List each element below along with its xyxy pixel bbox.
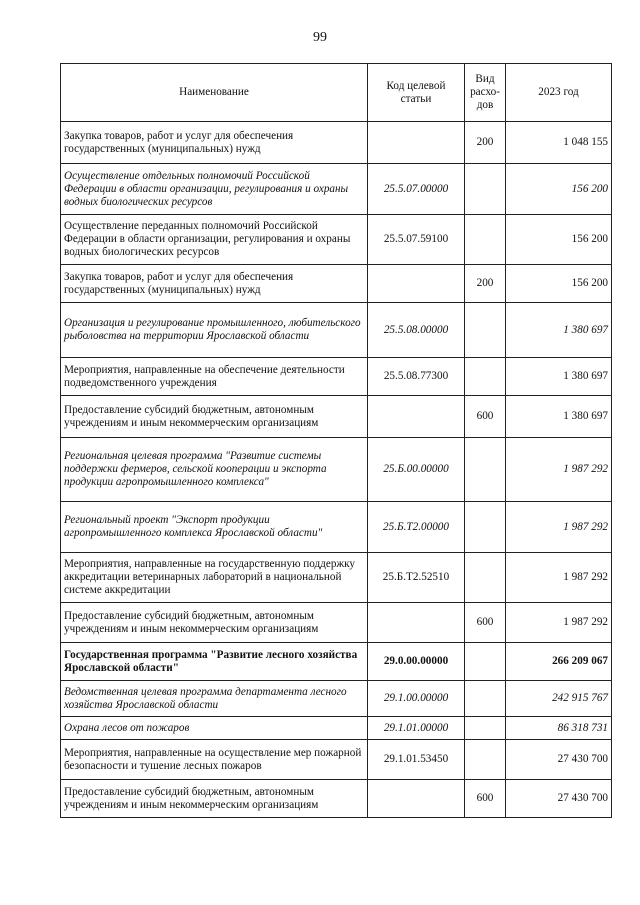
row-name-cell: Предоставление субсидий бюджетным, автономным учреждениям и иным некоммерческим организациям	[61, 603, 368, 643]
row-name-cell: Ведомственная целевая программа департамента лесного хозяйства Ярославской области	[61, 681, 368, 717]
table-row	[61, 215, 612, 265]
row-kind-cell: 600	[465, 603, 506, 643]
row-kind-cell	[465, 681, 506, 717]
row-name-cell: Мероприятия, направленные на осуществление мер пожарной безопасности и тушение лесных пожаров	[61, 740, 368, 780]
row-kind-cell	[465, 358, 506, 396]
header-kind: Вид расхо-дов	[465, 64, 506, 122]
row-amount-cell: 1 380 697	[506, 303, 612, 358]
row-code-cell: 29.0.00.00000	[368, 643, 465, 681]
row-amount-cell: 156 200	[506, 265, 612, 303]
row-amount-cell: 27 430 700	[506, 780, 612, 818]
row-code-cell: 25.Б.Т2.00000	[368, 502, 465, 553]
table-header-row	[61, 64, 612, 122]
row-code-cell	[368, 603, 465, 643]
row-kind-cell	[465, 164, 506, 215]
table-row	[61, 396, 612, 438]
table-row	[61, 553, 612, 603]
table-row	[61, 717, 612, 740]
header-year: 2023 год	[506, 64, 612, 122]
row-amount-cell: 1 987 292	[506, 438, 612, 502]
row-kind-cell: 200	[465, 265, 506, 303]
row-name-cell: Закупка товаров, работ и услуг для обеспечения государственных (муниципальных) нужд	[61, 122, 368, 164]
table-row	[61, 164, 612, 215]
row-code-cell	[368, 122, 465, 164]
header-code: Код целевой статьи	[368, 64, 465, 122]
row-amount-cell: 1 987 292	[506, 603, 612, 643]
row-amount-cell: 1 380 697	[506, 358, 612, 396]
table-row	[61, 358, 612, 396]
row-code-cell: 25.5.08.00000	[368, 303, 465, 358]
row-kind-cell	[465, 438, 506, 502]
table-row	[61, 438, 612, 502]
row-code-cell: 29.1.01.00000	[368, 717, 465, 740]
budget-table	[60, 63, 612, 818]
row-code-cell: 29.1.00.00000	[368, 681, 465, 717]
table-row	[61, 740, 612, 780]
row-amount-cell: 1 987 292	[506, 502, 612, 553]
row-kind-cell	[465, 740, 506, 780]
row-kind-cell	[465, 717, 506, 740]
table-row	[61, 265, 612, 303]
row-name-cell: Региональный проект "Экспорт продукции агропромышленного комплекса Ярославской области"	[61, 502, 368, 553]
row-name-cell: Закупка товаров, работ и услуг для обеспечения государственных (муниципальных) нужд	[61, 265, 368, 303]
row-code-cell	[368, 780, 465, 818]
row-amount-cell: 242 915 767	[506, 681, 612, 717]
row-kind-cell	[465, 553, 506, 603]
table-row	[61, 603, 612, 643]
row-amount-cell: 1 987 292	[506, 553, 612, 603]
row-code-cell	[368, 265, 465, 303]
row-code-cell: 25.Б.00.00000	[368, 438, 465, 502]
row-kind-cell: 200	[465, 122, 506, 164]
row-name-cell: Мероприятия, направленные на обеспечение деятельности подведомственного учреждения	[61, 358, 368, 396]
row-name-cell: Осуществление отдельных полномочий Российской Федерации в области организации, регулирования и охраны водных биологических ресурсов	[61, 164, 368, 215]
row-code-cell: 25.5.07.00000	[368, 164, 465, 215]
row-name-cell: Мероприятия, направленные на государственную поддержку аккредитации ветеринарных лабораторий в национальной системе аккредитации	[61, 553, 368, 603]
row-name-cell: Предоставление субсидий бюджетным, автономным учреждениям и иным некоммерческим организациям	[61, 780, 368, 818]
row-kind-cell	[465, 215, 506, 265]
row-amount-cell: 1 380 697	[506, 396, 612, 438]
row-name-cell: Осуществление переданных полномочий Российской Федерации в области организации, регулирования и охраны водных биологических ресурсов	[61, 215, 368, 265]
row-code-cell: 25.Б.Т2.52510	[368, 553, 465, 603]
row-code-cell: 29.1.01.53450	[368, 740, 465, 780]
table-row	[61, 681, 612, 717]
page-number: 99	[313, 30, 327, 45]
row-amount-cell: 86 318 731	[506, 717, 612, 740]
table-row	[61, 780, 612, 818]
table-row	[61, 122, 612, 164]
row-name-cell: Организация и регулирование промышленного, любительского рыболовства на территории Ярославской области	[61, 303, 368, 358]
row-name-cell: Государственная программа "Развитие лесного хозяйства Ярославской области"	[61, 643, 368, 681]
table-row	[61, 643, 612, 681]
header-name: Наименование	[61, 64, 368, 122]
row-code-cell: 25.5.08.77300	[368, 358, 465, 396]
row-kind-cell	[465, 643, 506, 681]
row-code-cell: 25.5.07.59100	[368, 215, 465, 265]
row-kind-cell	[465, 303, 506, 358]
row-amount-cell: 27 430 700	[506, 740, 612, 780]
row-name-cell: Предоставление субсидий бюджетным, автономным учреждениям и иным некоммерческим организациям	[61, 396, 368, 438]
row-name-cell: Охрана лесов от пожаров	[61, 717, 368, 740]
table-row	[61, 303, 612, 358]
row-amount-cell: 156 200	[506, 215, 612, 265]
table-row	[61, 502, 612, 553]
row-amount-cell: 1 048 155	[506, 122, 612, 164]
row-name-cell: Региональная целевая программа "Развитие системы поддержки фермеров, сельской кооперации и экспорта продукции агропромышленного комплекса"	[61, 438, 368, 502]
row-amount-cell: 266 209 067	[506, 643, 612, 681]
row-amount-cell: 156 200	[506, 164, 612, 215]
row-kind-cell	[465, 502, 506, 553]
row-kind-cell: 600	[465, 780, 506, 818]
row-code-cell	[368, 396, 465, 438]
row-kind-cell: 600	[465, 396, 506, 438]
